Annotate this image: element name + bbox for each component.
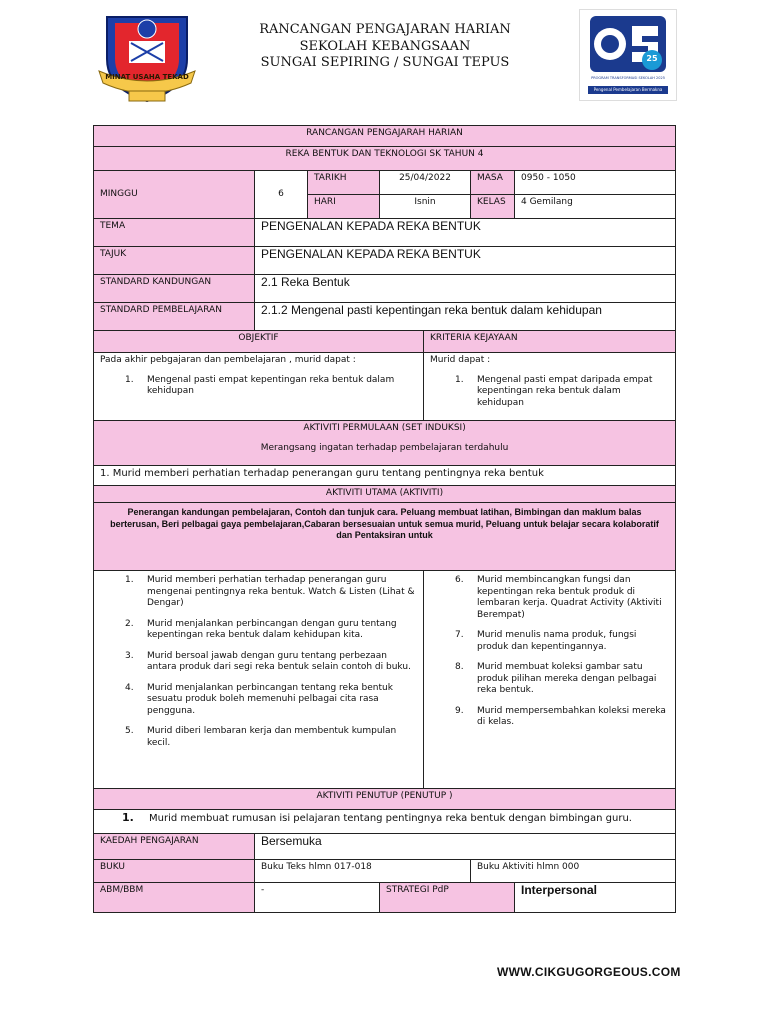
utama-right-list	[430, 575, 669, 729]
item-number: 3.	[125, 650, 134, 661]
utama-label: AKTIVITI UTAMA (AKTIVITI)	[94, 486, 676, 503]
utama-left-list	[100, 575, 417, 749]
header-line-3: SUNGAI SEPIRING / SUNGAI TEPUS	[260, 55, 510, 70]
item-text: Murid mempersembahkan koleksi mereka di kelas.	[477, 705, 666, 727]
item-text: Murid menulis nama produk, fungsi produk dan kepentingannya.	[477, 630, 637, 652]
standard-pembelajaran-label: STANDARD PEMBELAJARAN	[94, 303, 255, 331]
item-text: Mengenal pasti empat daripada empat kepentingan reka bentuk dalam kehidupan	[477, 374, 653, 408]
item-text: Mengenal pasti empat kepentingan reka bentuk dalam kehidupan	[147, 374, 395, 396]
minggu-label: MINGGU	[94, 171, 255, 219]
kelas-value: 4 Gemilang	[515, 195, 676, 219]
item-text: Murid membincangkan fungsi dan kepentingan reka bentuk produk di lembaran kerja. Quadrat Activity (Aktiviti Berempat)	[477, 575, 662, 620]
buku-aktiviti-value: Buku Aktiviti hlmn 000	[471, 860, 676, 883]
strategi-label: STRATEGI PdP	[380, 883, 515, 913]
utama-left-cell	[94, 571, 424, 789]
list-item	[430, 662, 669, 697]
ts25-logo	[579, 9, 677, 101]
list-item	[430, 375, 669, 410]
list-item	[430, 706, 669, 729]
penutup-number: 1.	[122, 811, 134, 824]
tema-label: TEMA	[94, 219, 255, 247]
strategi-value: Interpersonal	[515, 883, 676, 913]
penutup-cell	[94, 810, 676, 834]
ts25-caption-2: Pengenal Pembelajaran Bermakna	[593, 87, 663, 92]
item-number: 7.	[455, 630, 464, 640]
standard-kandungan-value: 2.1 Reka Bentuk	[255, 275, 676, 303]
item-text: Murid menjalankan perbincangan dengan guru tentang kepentingan reka bentuk dalam kehidupan kita.	[147, 618, 397, 640]
item-number: 2.	[125, 618, 134, 629]
tema-value: PENGENALAN KEPADA REKA BENTUK	[255, 219, 676, 247]
tajuk-value: PENGENALAN KEPADA REKA BENTUK	[255, 247, 676, 275]
kelas-label: KELAS	[471, 195, 515, 219]
hari-label: HARI	[308, 195, 380, 219]
list-item	[100, 575, 417, 610]
hari-value: Isnin	[380, 195, 471, 219]
page-header	[204, 22, 566, 72]
item-number: 1.	[125, 575, 134, 585]
item-number: 1.	[125, 374, 134, 385]
kriteria-list	[430, 375, 669, 410]
objektif-cell	[94, 353, 424, 421]
abm-value: -	[255, 883, 380, 913]
kriteria-label: KRITERIA KEJAYAAN	[424, 331, 676, 353]
permulaan-header	[94, 421, 676, 466]
item-text: Murid bersoal jawab dengan guru tentang perbezaan antara produk dari segi reka bentuk selain contoh di buku.	[147, 650, 411, 672]
item-number: 5.	[125, 726, 134, 736]
ts25-caption: PROGRAM TRANSFORMASI SEKOLAH 2025	[591, 76, 665, 80]
list-item	[100, 683, 417, 718]
buku-teks-value: Buku Teks hlmn 017-018	[255, 860, 471, 883]
abm-label: ABM/BBM	[94, 883, 255, 913]
utama-focus-text: Penerangan kandungan pembelajaran, Contoh dan tunjuk cara. Peluang membuat latihan, Bimbingan dan maklum balas berterusan, Beri pelbagai gaya pembelajaran,Cabaran bersesuaian untuk semua murid, Peluang untuk belajar secara kolaboratif dan Pentaksiran untuk	[94, 503, 676, 571]
ts25-number: 25	[646, 54, 658, 63]
list-item	[100, 375, 417, 398]
kriteria-intro: Murid dapat :	[430, 355, 491, 365]
minggu-value: 6	[255, 171, 308, 219]
objektif-label: OBJEKTIF	[94, 331, 424, 353]
standard-kandungan-label: STANDARD KANDUNGAN	[94, 275, 255, 303]
item-number: 6.	[455, 575, 464, 585]
item-text: Murid diberi lembaran kerja dan membentuk kumpulan kecil.	[147, 726, 397, 748]
objektif-intro: Pada akhir pebgajaran dan pembelajaran , murid dapat :	[100, 355, 356, 365]
footer-website-link[interactable]: WWW.CIKGUGORGEOUS.COM	[497, 965, 681, 979]
form-title: RANCANGAN PENGAJARAH HARIAN	[94, 126, 676, 147]
standard-pembelajaran-value: 2.1.2 Mengenal pasti kepentingan reka bentuk dalam kehidupan	[255, 303, 676, 331]
item-text: Murid menjalankan perbincangan tentang reka bentuk sesuatu produk boleh memenuhi pelbagai cita rasa pengguna.	[147, 682, 393, 716]
list-item	[430, 575, 669, 621]
kaedah-label: KAEDAH PENGAJARAN	[94, 834, 255, 860]
item-number: 8.	[455, 662, 464, 672]
permulaan-label: AKTIVITI PERMULAAN (SET INDUKSI)	[303, 423, 466, 433]
list-item	[430, 630, 669, 653]
item-text: Murid membuat koleksi gambar satu produk pilihan mereka dengan pelbagai reka bentuk.	[477, 662, 657, 695]
item-number: 1.	[455, 374, 464, 385]
header-line-1: RANCANGAN PENGAJARAN HARIAN	[259, 22, 511, 37]
tarikh-value: 25/04/2022	[380, 171, 471, 195]
item-number: 9.	[455, 705, 464, 716]
list-item	[100, 619, 417, 642]
masa-value: 0950 - 1050	[515, 171, 676, 195]
objektif-list	[100, 375, 417, 398]
tarikh-label: TARIKH	[308, 171, 380, 195]
school-crest-logo	[93, 11, 201, 105]
list-item	[100, 651, 417, 674]
subject-title: REKA BENTUK DAN TEKNOLOGI SK TAHUN 4	[94, 147, 676, 171]
header-line-2: SEKOLAH KEBANGSAAN	[299, 38, 471, 54]
kriteria-cell	[424, 353, 676, 421]
permulaan-description: Merangsang ingatan terhadap pembelajaran terdahulu	[260, 442, 509, 453]
item-text: Murid memberi perhatian terhadap penerangan guru mengenai pentingnya reka bentuk. Watch & Listen (Lihat & Dengar)	[147, 575, 415, 608]
list-item	[100, 726, 417, 749]
kaedah-value: Bersemuka	[255, 834, 676, 860]
masa-label: MASA	[471, 171, 515, 195]
penutup-item: Murid membuat rumusan isi pelajaran tentang pentingnya reka bentuk dengan bimbingan guru.	[149, 813, 632, 824]
permulaan-item: 1. Murid memberi perhatian terhadap penerangan guru tentang pentingnya reka bentuk	[94, 466, 676, 486]
tajuk-label: TAJUK	[94, 247, 255, 275]
lesson-plan-table	[93, 125, 676, 913]
crest-motto: MINAT USAHA TEKAD	[105, 73, 189, 81]
utama-right-cell	[424, 571, 676, 789]
penutup-label: AKTIVITI PENUTUP (PENUTUP )	[94, 789, 676, 810]
buku-label: BUKU	[94, 860, 255, 883]
item-number: 4.	[125, 682, 134, 693]
